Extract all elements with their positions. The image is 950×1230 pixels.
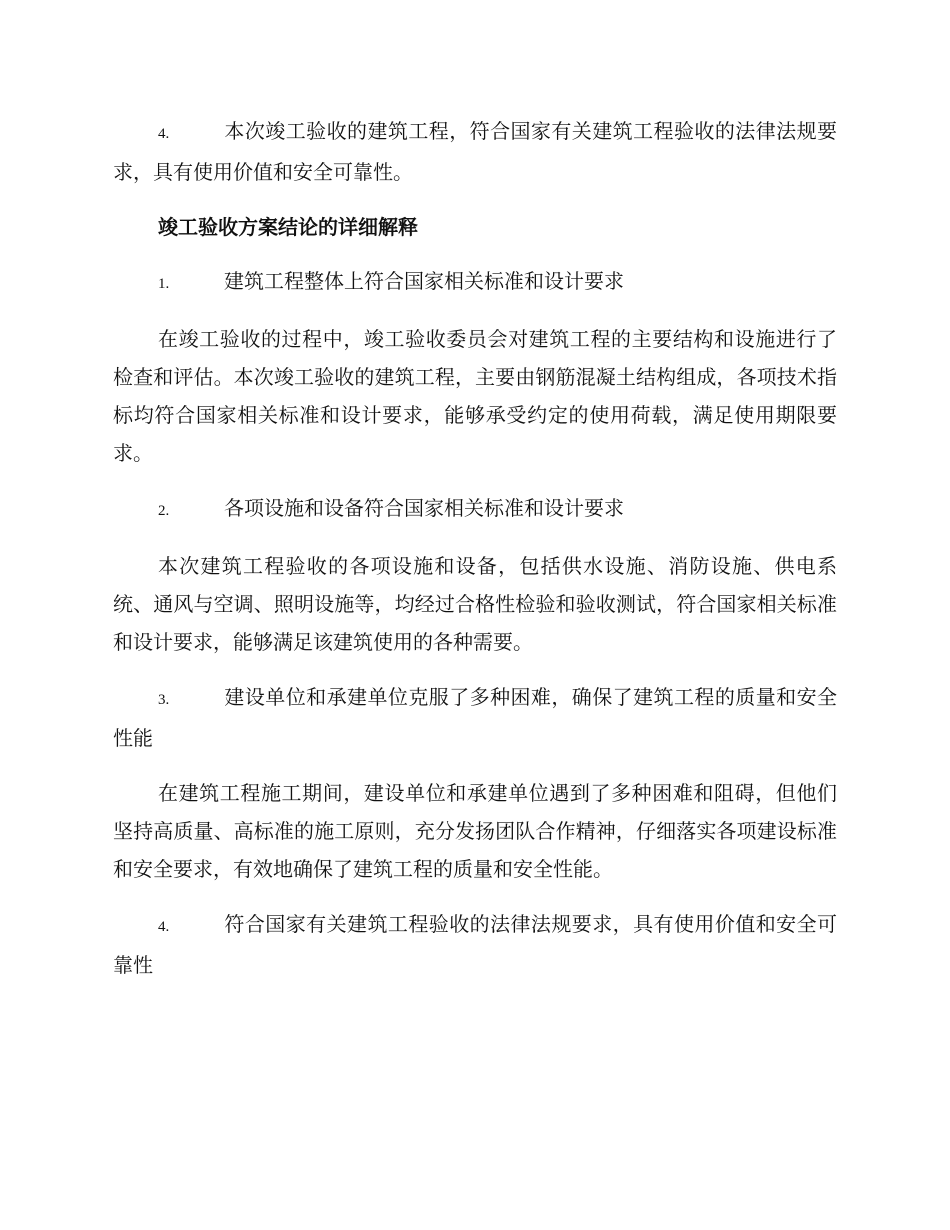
list-item-title: 建设单位和承建单位克服了多种困难，确保了建筑工程的质量和安全性能 xyxy=(113,685,837,750)
list-item-4 xyxy=(113,905,837,984)
document-page xyxy=(113,112,837,984)
list-number: 1. xyxy=(158,276,170,292)
list-number: 4. xyxy=(158,919,170,935)
list-item-text: 本次竣工验收的建筑工程，符合国家有关建筑工程验收的法律法规要求，具有使用价值和安全可靠性。 xyxy=(113,119,837,184)
list-item-2 xyxy=(113,489,837,530)
list-item-title: 符合国家有关建筑工程验收的法律法规要求，具有使用价值和安全可靠性 xyxy=(113,912,837,977)
list-number: 3. xyxy=(158,692,170,708)
list-number: 4. xyxy=(158,126,170,142)
list-number: 2. xyxy=(158,503,170,519)
list-item-1 xyxy=(113,262,837,303)
paragraph-2: 本次建筑工程验收的各项设施和设备，包括供水设施、消防设施、供电系统、通风与空调、照明设施等，均经过合格性检验和验收测试，符合国家相关标准和设计要求，能够满足该建筑使用的各种需要。 xyxy=(113,554,837,654)
paragraph-3: 在建筑工程施工期间，建设单位和承建单位遇到了多种困难和阻碍，但他们坚持高质量、高标准的施工原则，充分发扬团队合作精神，仔细落实各项建设标准和安全要求，有效地确保了建筑工程的质量和安全性能。 xyxy=(113,781,837,881)
list-item-title: 各项设施和设备符合国家相关标准和设计要求 xyxy=(224,496,624,520)
list-item-3 xyxy=(113,678,837,757)
list-item-top-4 xyxy=(113,112,837,191)
section-heading: 竣工验收方案结论的详细解释 xyxy=(158,215,418,239)
paragraph-1: 在竣工验收的过程中，竣工验收委员会对建筑工程的主要结构和设施进行了检查和评估。本次竣工验收的建筑工程，主要由钢筋混凝土结构组成，各项技术指标均符合国家相关标准和设计要求，能够承受约定的使用荷载，满足使用期限要求。 xyxy=(113,327,837,465)
list-item-title: 建筑工程整体上符合国家相关标准和设计要求 xyxy=(224,269,624,293)
